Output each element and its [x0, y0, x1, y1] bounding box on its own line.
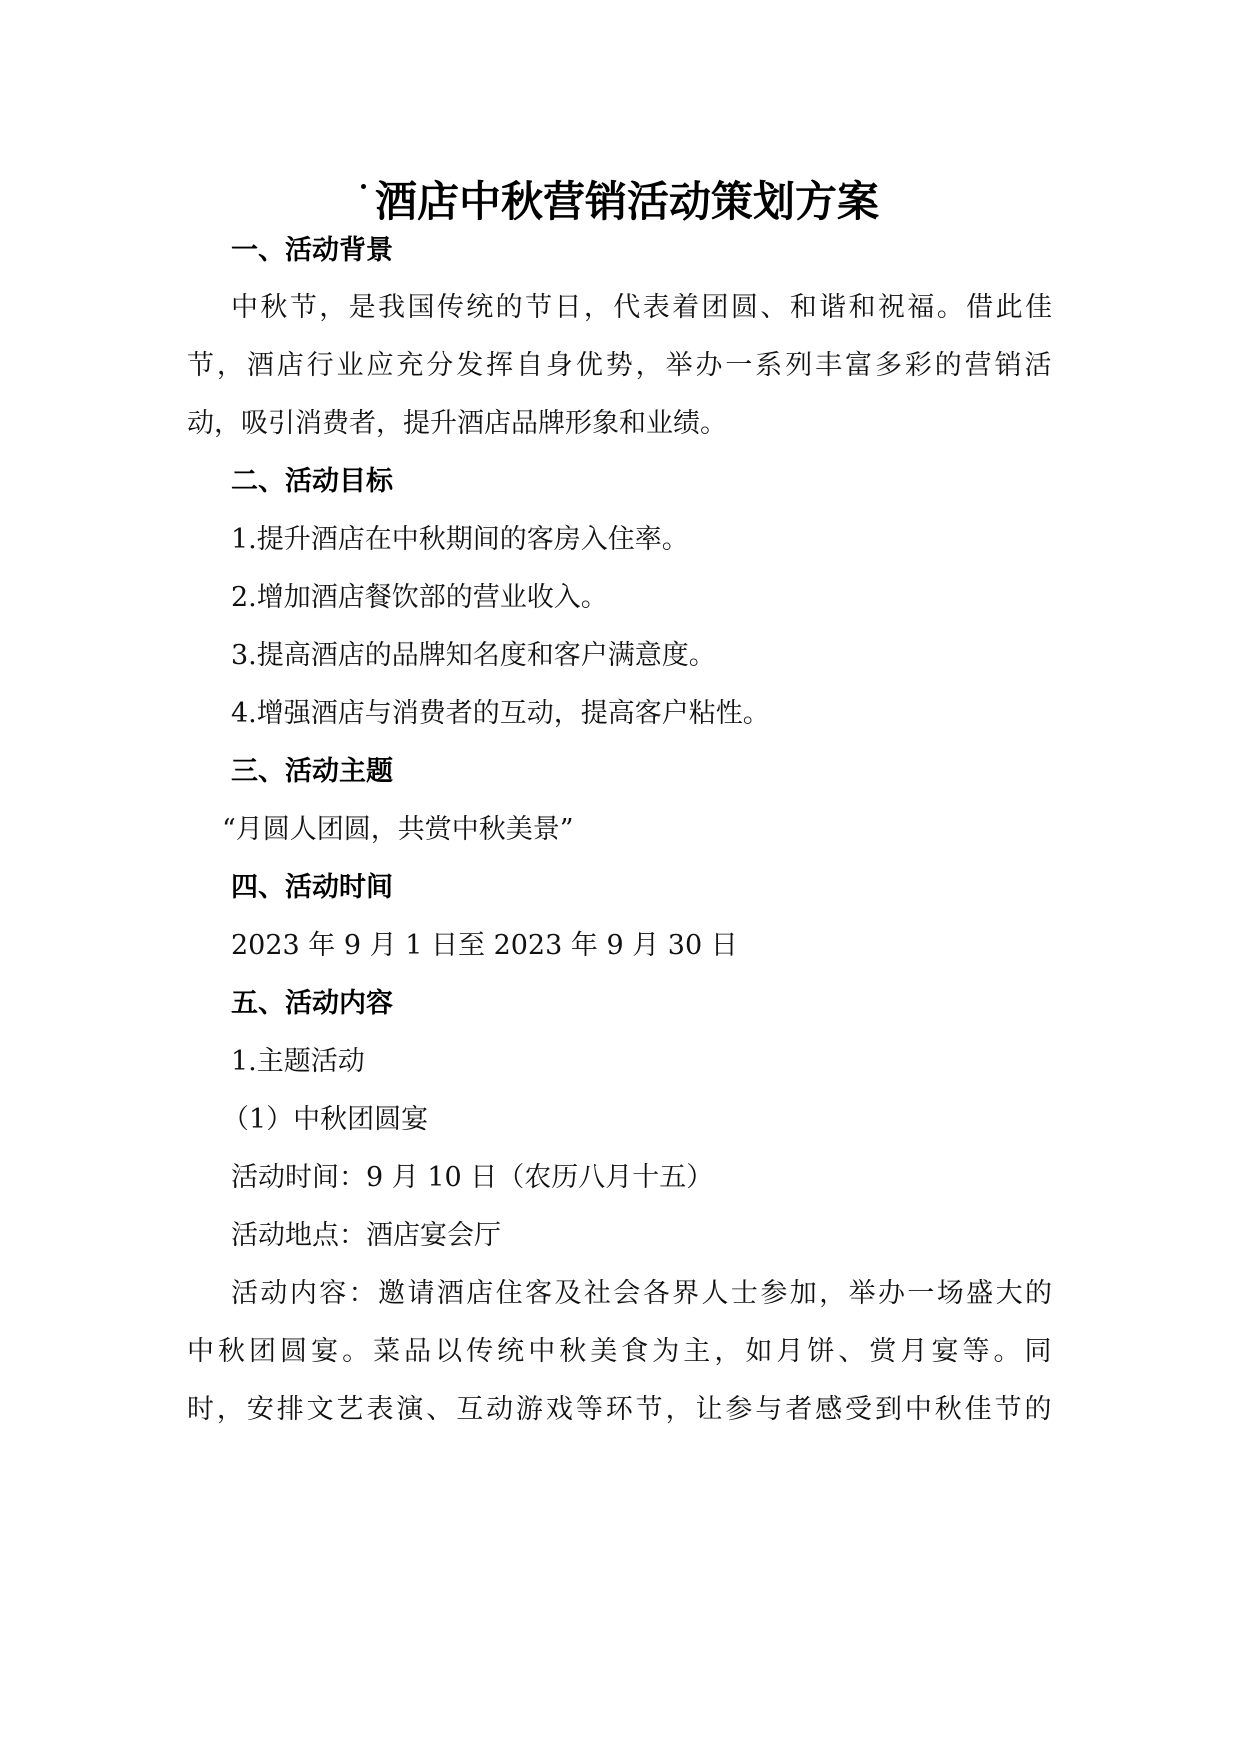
- section-heading-content: 五、活动内容: [231, 988, 393, 1019]
- event-time: 活动时间：9 月 10 日（农历八月十五）: [231, 1162, 714, 1193]
- goal-item-2: 2.增加酒店餐饮部的营业收入。: [231, 582, 608, 613]
- content-subheading-1-1: （1）中秋团圆宴: [222, 1104, 429, 1135]
- document-title: [361, 172, 879, 232]
- section-heading-background: 一、活动背景: [231, 235, 393, 266]
- document-title-text: 酒店中秋营销活动策划方案: [374, 177, 879, 226]
- background-line-1: 中秋节，是我国传统的节日，代表着团圆、和谐和祝福。借此佳: [231, 292, 1052, 323]
- theme-text: “月圆人团圆，共赏中秋美景”: [222, 814, 574, 845]
- section-heading-theme: 三、活动主题: [231, 756, 393, 787]
- event-place: 活动地点：酒店宴会厅: [231, 1220, 501, 1251]
- time-text: 2023 年 9 月 1 日至 2023 年 9 月 30 日: [231, 930, 738, 961]
- background-line-2: 节，酒店行业应充分发挥自身优势，举办一系列丰富多彩的营销活: [187, 350, 1052, 381]
- background-line-3: 动，吸引消费者，提升酒店品牌形象和业绩。: [187, 408, 727, 439]
- section-heading-goals: 二、活动目标: [231, 466, 393, 497]
- goal-item-4: 4.增强酒店与消费者的互动，提高客户粘性。: [231, 698, 770, 729]
- content-subheading-1: 1.主题活动: [231, 1046, 365, 1077]
- goal-item-3: 3.提高酒店的品牌知名度和客户满意度。: [231, 640, 716, 671]
- title-row: [0, 172, 1240, 232]
- event-content-line-3: 时，安排文艺表演、互动游戏等环节，让参与者感受到中秋佳节的: [187, 1394, 1052, 1425]
- title-bullet-dot: [361, 184, 366, 189]
- event-content-line-2: 中秋团圆宴。菜品以传统中秋美食为主，如月饼、赏月宴等。同: [187, 1336, 1052, 1367]
- event-content-line-1: 活动内容：邀请酒店住客及社会各界人士参加，举办一场盛大的: [231, 1278, 1052, 1309]
- goal-item-1: 1.提升酒店在中秋期间的客房入住率。: [231, 524, 689, 555]
- section-heading-time: 四、活动时间: [231, 872, 393, 903]
